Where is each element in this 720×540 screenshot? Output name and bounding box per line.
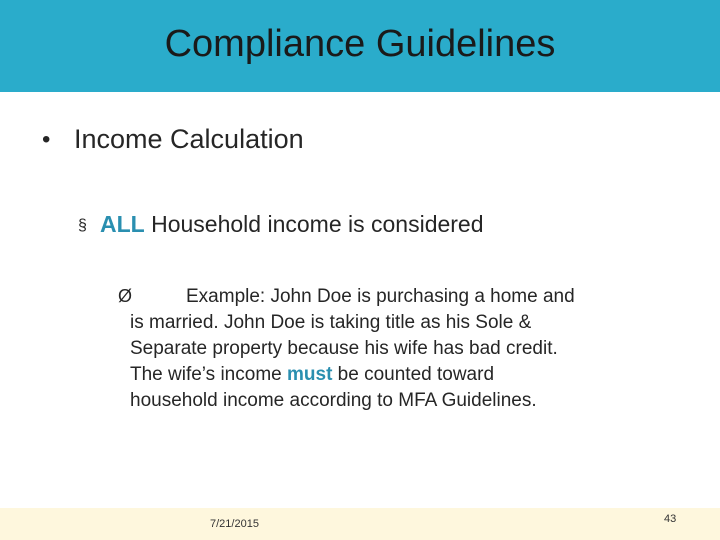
footer-date: 7/21/2015 [210,518,259,530]
example-line-5: household income according to MFA Guidelines. [130,390,537,411]
page-number: 43 [664,513,677,525]
example-line-1: Example: John Doe is purchasing a home and [186,286,575,307]
arrow-bullet-icon: Ø [118,286,133,306]
title-bar [0,0,720,92]
accent-all: ALL [100,211,145,237]
bullet-text: Income Calculation [74,124,304,154]
bullet-household-income [78,211,484,238]
bullet-square-icon: § [78,217,87,234]
example-line-4 [118,362,658,388]
accent-must: must [287,364,333,385]
footer-bar [0,508,720,540]
bullet-example [118,283,658,414]
bullet-income-calculation [42,124,304,155]
example-line-2: is married. John Doe is taking title as his Sole & [130,312,532,333]
bullet-dot-icon: • [42,125,51,153]
line4-post: be counted toward [332,364,495,385]
example-line-3: Separate property because his wife has bad credit. [130,338,558,359]
slide-title: Compliance Guidelines [164,22,556,65]
bullet-text: Household income is considered [144,211,484,237]
line4-pre: The wife’s income [130,364,287,385]
